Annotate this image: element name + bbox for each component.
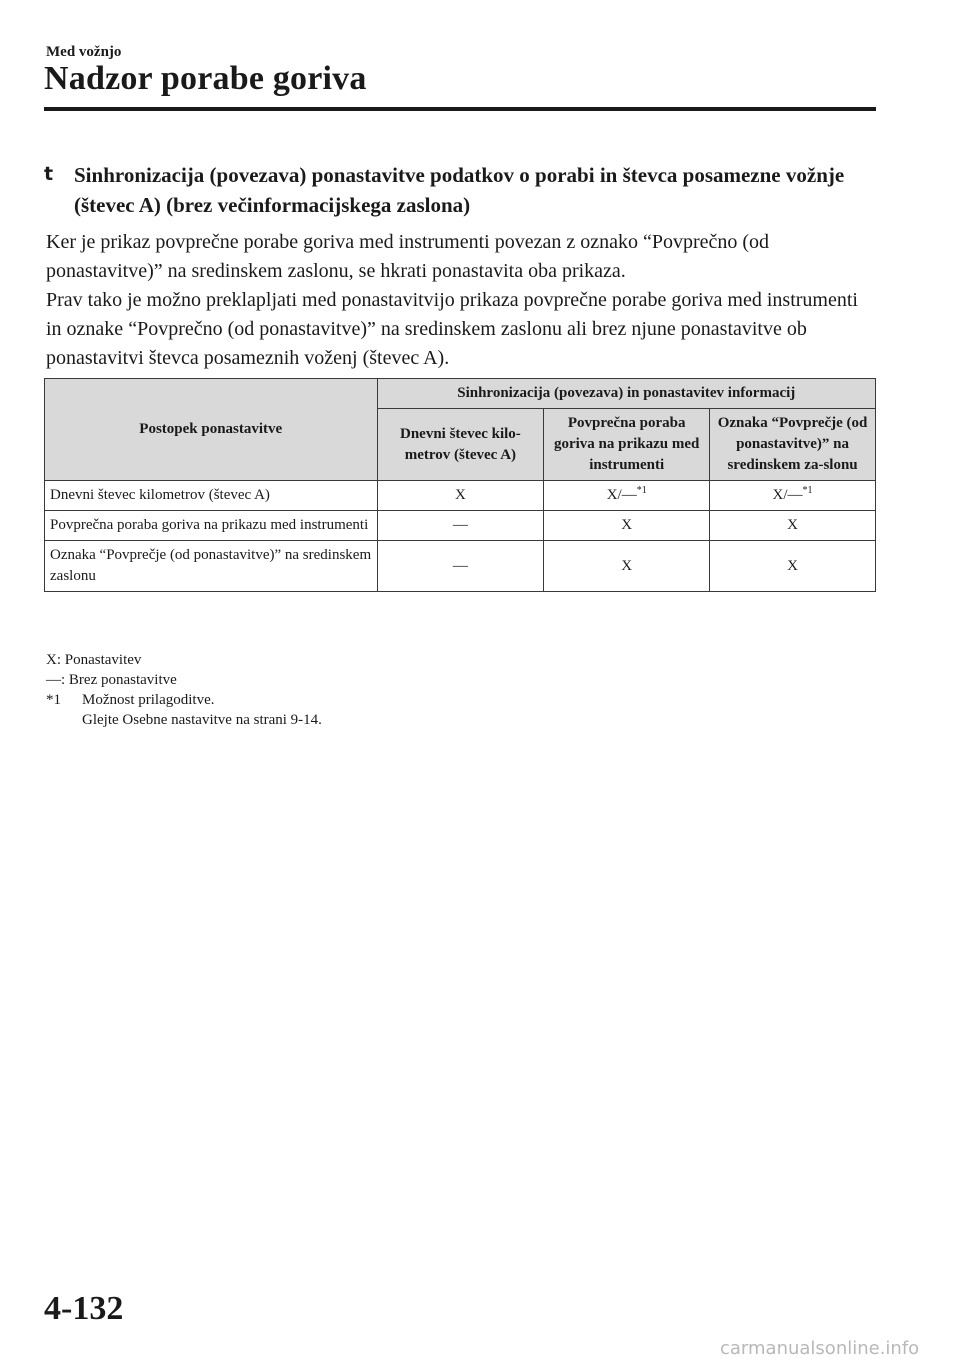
reset-sync-table xyxy=(44,378,876,592)
table-row xyxy=(45,481,876,511)
page-number: 4-132 xyxy=(44,1290,124,1327)
footnote-mark: *1 xyxy=(46,692,61,708)
table-cell xyxy=(710,481,876,511)
footnote-ref: *1 xyxy=(802,485,813,496)
page-title: Nadzor porabe goriva xyxy=(44,60,367,97)
cell-value: X/— xyxy=(772,487,803,503)
footnote-ref: *1 xyxy=(636,485,647,496)
footnotes xyxy=(46,650,878,730)
cell-value: — xyxy=(452,517,468,533)
table-cell xyxy=(377,541,544,592)
section-heading-block xyxy=(44,160,876,220)
cell-value: X xyxy=(621,517,633,533)
chapter-label: Med vožnjo xyxy=(46,44,122,60)
table-cell xyxy=(377,481,544,511)
table-cell xyxy=(544,511,710,541)
table-cell xyxy=(710,541,876,592)
table-row xyxy=(45,541,876,592)
legend-no-reset: —: Brez ponastavitve xyxy=(46,672,177,688)
row-label: Dnevni števec kilometrov (števec A) xyxy=(45,481,378,511)
legend-reset: X: Ponastavitev xyxy=(46,652,142,668)
table-header-column: Oznaka “Povprečje (od ponastavitve)” na sredinskem za-slonu xyxy=(710,409,876,481)
footnote-reference: Glejte Osebne nastavitve na strani 9-14. xyxy=(82,712,322,728)
watermark: carmanualsonline.info xyxy=(720,1338,920,1359)
cell-value: — xyxy=(452,557,468,574)
section-heading: Sinhronizacija (povezava) ponastavitve podatkov o porabi in števca posamezne vožnje (števec A) (brez večinformacijskega zaslona) xyxy=(74,163,845,217)
cell-value: X xyxy=(621,557,633,574)
table-header-column: Dnevni števec kilo-metrov (števec A) xyxy=(377,409,544,481)
table-header-procedure: Postopek ponastavitve xyxy=(45,379,378,481)
cell-value: X/— xyxy=(606,487,637,503)
body-paragraph: Prav tako je možno preklapljati med ponastavitvijo prikaza povprečne porabe goriva med instrumenti in oznake “Povprečno (od ponastavitve)” na sredinskem zaslonu ali brez njune ponastavitve ob ponastavitvi števca posameznih voženj (števec A). xyxy=(46,289,858,369)
row-label: Povprečna poraba goriva na prikazu med instrumenti xyxy=(45,511,378,541)
table-cell xyxy=(544,541,710,592)
cell-value: X xyxy=(787,517,798,533)
table-header-group: Sinhronizacija (povezava) in ponastavitev informacij xyxy=(377,379,875,409)
cell-value: X xyxy=(787,557,798,574)
footnote-text: Možnost prilagoditve. xyxy=(82,692,215,708)
body-text xyxy=(46,228,878,373)
table-cell xyxy=(710,511,876,541)
row-label: Oznaka “Povprečje (od ponastavitve)” na sredinskem zaslonu xyxy=(45,541,378,592)
title-rule xyxy=(44,107,876,111)
table-row xyxy=(45,511,876,541)
footnote xyxy=(46,690,878,710)
cell-value: X xyxy=(454,487,466,503)
section-bullet-icon: t xyxy=(44,163,54,185)
body-paragraph: Ker je prikaz povprečne porabe goriva med instrumenti povezan z oznako “Povprečno (od ponastavitve)” na sredinskem zaslonu, se hkrati ponastavita oba prikaza. xyxy=(46,231,770,282)
table-cell xyxy=(377,511,544,541)
table-header-column: Povprečna poraba goriva na prikazu med instrumenti xyxy=(544,409,710,481)
table-cell xyxy=(544,481,710,511)
